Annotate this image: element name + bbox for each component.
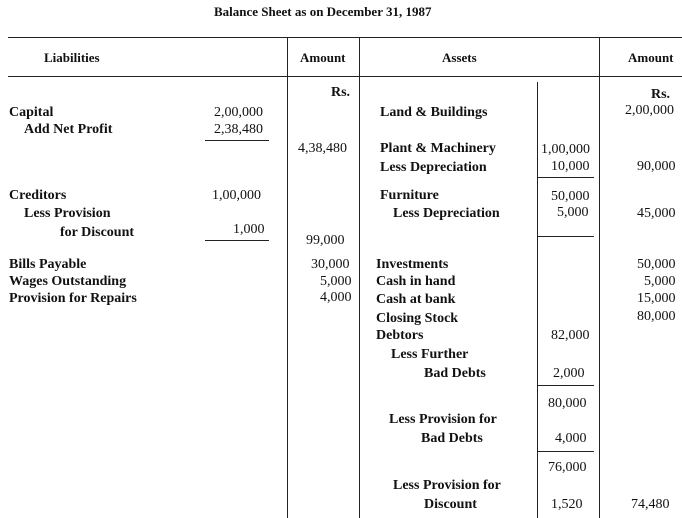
land-label: Land & Buildings	[380, 105, 488, 120]
for-discount-label: for Discount	[60, 225, 135, 240]
header-bottom-rule	[8, 76, 682, 77]
capital-label: Capital	[9, 105, 54, 120]
column-divider	[599, 37, 600, 518]
less-further-label: Less Further	[391, 347, 469, 362]
debtors-subtotal-1: 80,000	[548, 396, 587, 411]
creditors-value: 1,00,000	[212, 188, 261, 203]
net-profit-value: 2,38,480	[214, 122, 263, 137]
debtors-total: 74,480	[631, 497, 670, 512]
subcolumn-divider	[537, 82, 538, 518]
investments-total: 50,000	[637, 257, 676, 272]
plant-value: 1,00,000	[541, 142, 590, 157]
discount-value: 1,520	[551, 497, 583, 512]
bad-debts-label: Bad Debts	[424, 366, 486, 381]
less-provision-for-label: Less Provision for	[389, 412, 497, 427]
bills-payable-value: 30,000	[311, 257, 350, 272]
subtotal-rule	[538, 177, 594, 178]
currency-label: Rs.	[331, 85, 351, 100]
capital-value: 2,00,000	[214, 105, 263, 120]
furniture-less-dep-label: Less Depreciation	[393, 206, 500, 221]
add-net-profit-label: Add Net Profit	[24, 122, 113, 137]
currency-label: Rs.	[651, 87, 671, 102]
plant-dep-value: 10,000	[551, 159, 590, 174]
cash-hand-total: 5,000	[644, 274, 676, 289]
land-total: 2,00,000	[625, 103, 674, 118]
discount-label: Discount	[424, 497, 477, 512]
less-provision-label: Less Provision	[24, 206, 111, 221]
investments-label: Investments	[376, 257, 449, 272]
capital-total: 4,38,480	[298, 141, 347, 156]
column-divider	[287, 37, 288, 518]
header-liabilities: Liabilities	[44, 50, 100, 65]
closing-stock-label: Closing Stock	[376, 311, 459, 326]
repairs-value: 4,000	[320, 290, 352, 305]
subtotal-rule	[538, 385, 594, 386]
debtors-label: Debtors	[376, 328, 424, 343]
provision-bad-debts-value: 4,000	[555, 431, 587, 446]
bad-debts-label: Bad Debts	[421, 431, 483, 446]
wages-outstanding-label: Wages Outstanding	[9, 274, 127, 289]
cash-bank-label: Cash at bank	[376, 292, 456, 307]
subtotal-rule	[538, 236, 594, 237]
bad-debts-value: 2,000	[553, 366, 585, 381]
page-title: Balance Sheet as on December 31, 1987	[214, 4, 432, 19]
header-amount-left: Amount	[300, 50, 346, 65]
closing-stock-total: 80,000	[637, 309, 676, 324]
header-top-rule	[8, 37, 682, 38]
furniture-label: Furniture	[380, 188, 439, 203]
debtors-value: 82,000	[551, 328, 590, 343]
subtotal-rule	[205, 240, 269, 241]
column-divider	[359, 37, 360, 518]
cash-bank-total: 15,000	[637, 291, 676, 306]
wages-value: 5,000	[320, 274, 352, 289]
plant-total: 90,000	[637, 159, 676, 174]
provision-repairs-label: Provision for Repairs	[9, 291, 137, 306]
furniture-value: 50,000	[551, 189, 590, 204]
bills-payable-label: Bills Payable	[9, 257, 87, 272]
discount-value: 1,000	[233, 222, 265, 237]
header-amount-right: Amount	[628, 50, 674, 65]
creditors-total: 99,000	[306, 233, 345, 248]
plant-less-dep-label: Less Depreciation	[380, 160, 487, 175]
subtotal-rule	[205, 140, 269, 141]
header-assets: Assets	[442, 50, 477, 65]
less-provision-for-label: Less Provision for	[393, 478, 501, 493]
creditors-label: Creditors	[9, 188, 67, 203]
subtotal-rule	[538, 451, 594, 452]
cash-hand-label: Cash in hand	[376, 274, 456, 289]
furniture-total: 45,000	[637, 206, 676, 221]
debtors-subtotal-2: 76,000	[548, 460, 587, 475]
furniture-dep-value: 5,000	[557, 205, 589, 220]
plant-label: Plant & Machinery	[380, 141, 496, 156]
